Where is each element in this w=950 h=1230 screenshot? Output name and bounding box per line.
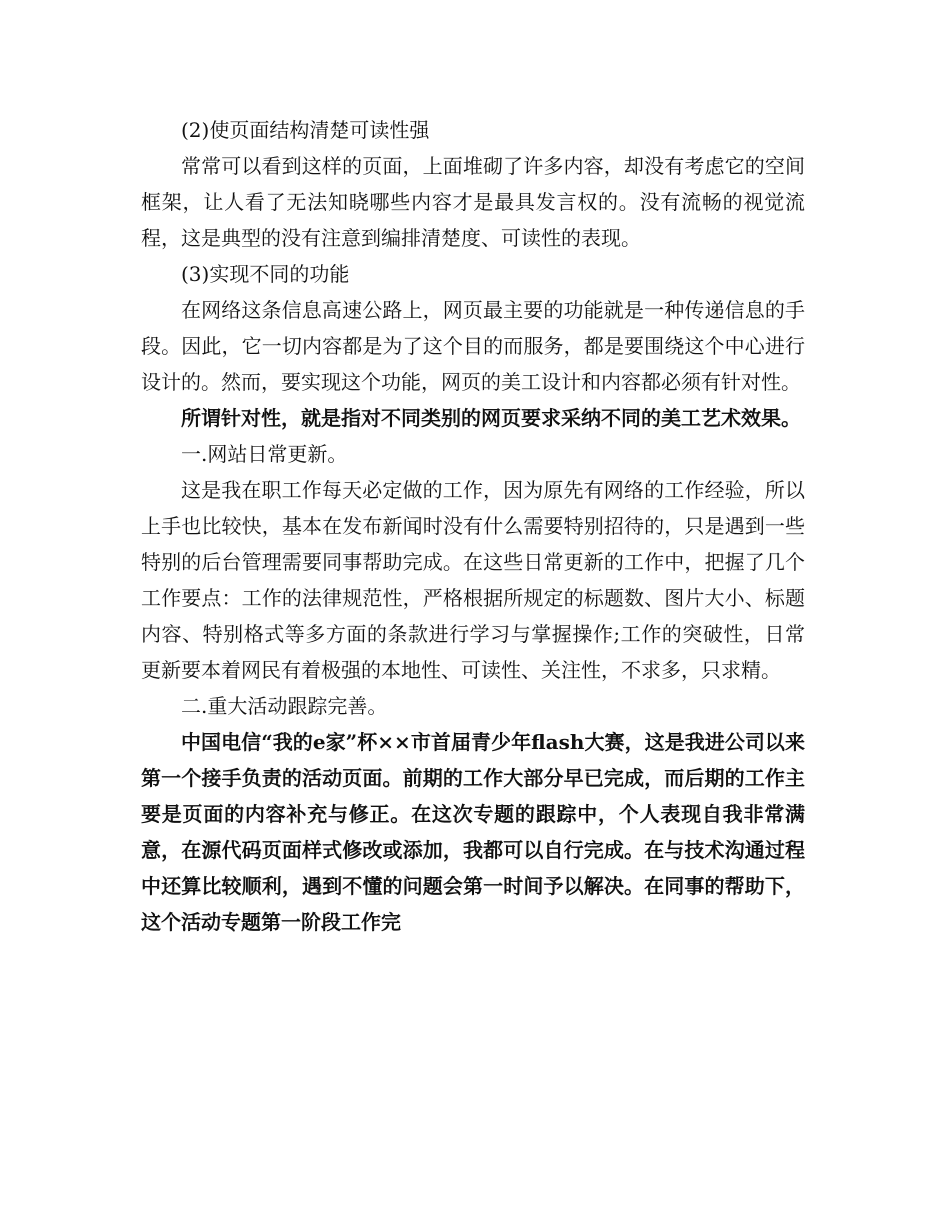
paragraph-daily-update: 这是我在职工作每天必定做的工作，因为原先有网络的工作经验，所以上手也比较快，基本在发布新闻时没有什么需要特别招待的，只是遇到一些特别的后台管理需要同事帮助完成。在这些日常更新的工作中，把握了几个工作要点：工作的法律规范性，严格根据所规定的标题数、图片大小、标题内容、特别格式等多方面的条款进行学习与掌握操作;工作的突破性，日常更新要本着网民有着极强的本地性、可读性、关注性，不求多，只求精。 <box>141 478 805 682</box>
section-heading-daily-update: 一.网站日常更新。 <box>181 442 348 466</box>
paragraph-page-structure: 常常可以看到这样的页面，上面堆砌了许多内容，却没有考虑它的空间框架，让人看了无法知晓哪些内容才是最具发言权的。没有流畅的视觉流程，这是典型的没有注意到编排清楚度、可读性的表现。 <box>141 154 805 250</box>
section-heading-2: (2)使页面结构清楚可读性强 <box>181 118 430 142</box>
document-body <box>141 112 805 940</box>
paragraph-web-function: 在网络这条信息高速公路上，网页最主要的功能就是一种传递信息的手段。因此，它一切内容都是为了这个目的而服务，都是要围绕这个中心进行设计的。然而，要实现这个功能，网页的美工设计和内容都必须有针对性。 <box>141 298 805 394</box>
section-heading-3: (3)实现不同的功能 <box>181 262 350 286</box>
paragraph-flash-contest-bold: 中国电信“我的e家”杯××市首届青少年flash大赛，这是我进公司以来第一个接手负责的活动页面。前期的工作大部分早已完成，而后期的工作主要是页面的内容补充与修正。在这次专题的跟踪中，个人表现自我非常满意，在源代码页面样式修改或添加，我都可以自行完成。在与技术沟通过程中还算比较顺利，遇到不懂的问题会第一时间予以解决。在同事的帮助下，这个活动专题第一阶段工作完 <box>141 730 805 934</box>
paragraph-targeting-bold: 所谓针对性，就是指对不同类别的网页要求采纳不同的美工艺术效果。 <box>181 406 801 430</box>
section-heading-major-events: 二.重大活动跟踪完善。 <box>181 694 388 718</box>
